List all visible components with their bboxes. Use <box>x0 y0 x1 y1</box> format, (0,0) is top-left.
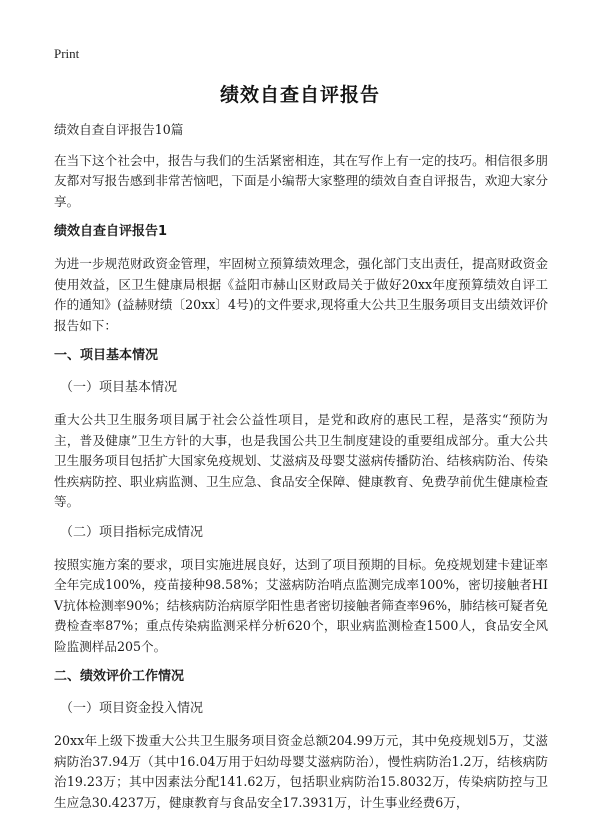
subheading-funding-input: （一）项目资金投入情况 <box>60 701 204 716</box>
section-heading: 绩效自查自评报告1 <box>54 224 168 239</box>
document-body <box>54 120 548 823</box>
subheading-indicator-completion: （二）项目指标完成情况 <box>60 524 204 540</box>
paragraph-funding-input: 20xx年上级下拨重大公共卫生服务项目资金总额204.99万元，其中免疫规划5万，艾滋病防治37.94万（其中16.04万用于妇幼母婴艾滋病防治），慢性病防治1.2万，结核病防治19.23万；其中因素法分配141.62万，包括职业病防治15.8032万，传染病防控与卫生应急30.4237万，健康教育与食品安全17.3931万，计生事业经费6万， <box>54 733 548 810</box>
heading-evaluation-work: 二、绩效评价工作情况 <box>54 669 185 684</box>
heading-project-basic: 一、项目基本情况 <box>54 348 159 363</box>
paragraph-indicator-completion: 按照实施方案的要求，项目实施进展良好，达到了项目预期的目标。免疫规划建卡建证率全年完成100%，疫苗接种98.58%；艾滋病防治哨点监测完成率100%，密切接触者HIV抗体检测率90%；结核病防治病原学阳性患者密切接触者筛查率96%，肺结核可疑者免费检查率87%；重点传染病监测采样分析620个，职业病监测检查1500人，食品安全风险监测样品205个。 <box>54 556 548 654</box>
page-title: 绩效自查自评报告 <box>219 84 380 106</box>
intro-paragraph: 在当下这个社会中，报告与我们的生活紧密相连，其在写作上有一定的技巧。相信很多朋友都对写报告感到非常苦恼吧，下面是小编帮大家整理的绩效自查自评报告，欢迎大家分享。 <box>54 152 548 209</box>
section-paragraph: 为进一步规范财政资金管理，牢固树立预算绩效理念，强化部门支出责任，提高财政资金使用效益，区卫生健康局根据《益阳市赫山区财政局关于做好20xx年度预算绩效自评工作的通知》(益赫财绩〔20xx〕4号)的文件要求,现将重大公共卫生服务项目支出绩效评价报告如下： <box>54 256 548 333</box>
paragraph-project-basic: 重大公共卫生服务项目属于社会公益性项目，是党和政府的惠民工程，是落实“预防为主，普及健康”卫生方针的大事，也是我国公共卫生制度建设的重要组成部分。重大公共卫生服务项目包括扩大国家免疫规划、艾滋病及母婴艾滋病传播防治、结核病防治、传染性疾病防控、职业病监测、卫生应急、食品安全保障、健康教育、免费孕前优生健康检查等。 <box>54 412 548 509</box>
document-subtitle: 绩效自查自评报告10篇 <box>54 122 184 137</box>
print-link[interactable]: Print <box>54 46 80 61</box>
subheading-project-basic: （一）项目基本情况 <box>60 380 178 395</box>
